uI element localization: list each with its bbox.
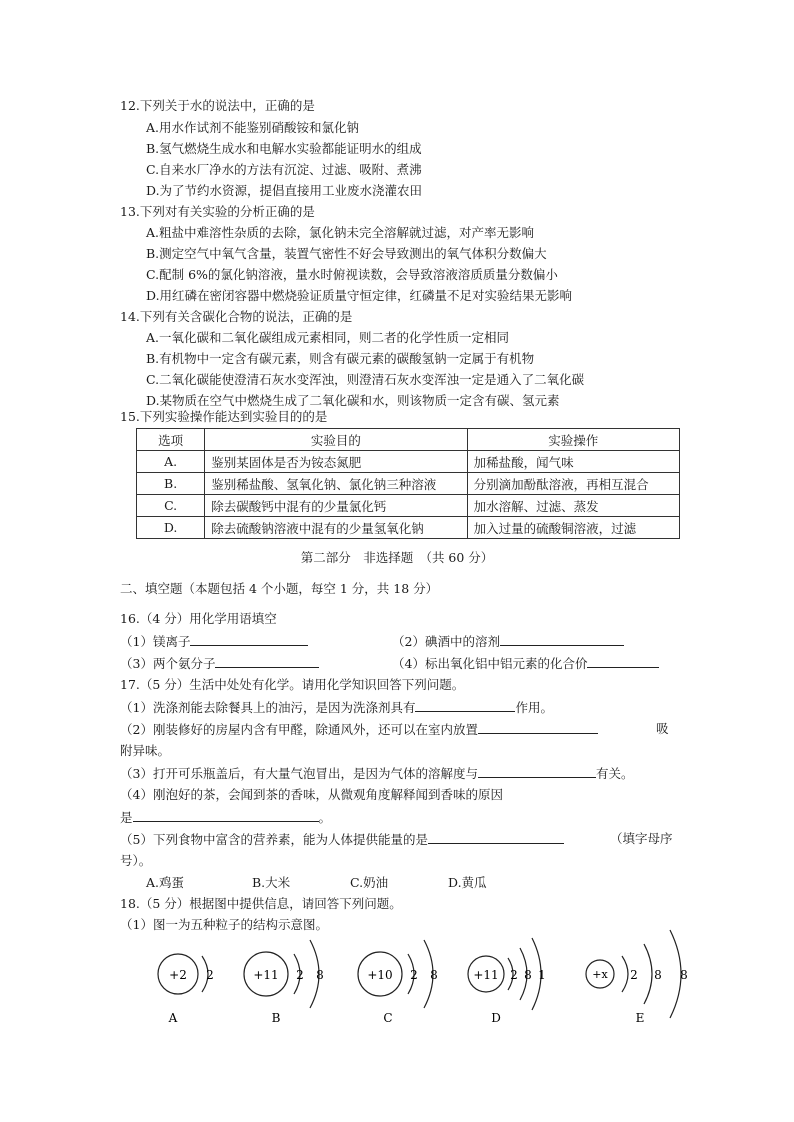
- q17-text: 作用。: [515, 700, 553, 715]
- answer-blank[interactable]: [478, 765, 596, 778]
- table-row: [137, 473, 680, 495]
- table-row: [137, 495, 680, 517]
- q17-line-5: [120, 831, 564, 848]
- table-cell: 分别滴加酚酞溶液，再相互混合: [467, 473, 679, 495]
- nucleus-charge: +10: [367, 968, 393, 982]
- q12-option-d: D.为了节约水资源，提倡直接用工业废水浇灌农田: [146, 183, 423, 198]
- atom-diagram-e: [586, 930, 688, 1025]
- q17-text: 是: [120, 810, 133, 825]
- q13-stem: 13.下列对有关实验的分析正确的是: [120, 204, 315, 219]
- table-cell: 除去碳酸钙中混有的少量氯化钙: [205, 495, 467, 517]
- table-header-cell: 实验目的: [205, 429, 467, 451]
- q12-stem: 12.下列关于水的说法中，正确的是: [120, 98, 315, 113]
- q17-line-5-cont: 号）。: [120, 853, 152, 868]
- part2-title: 第二部分 非选择题 （共 60 分）: [300, 550, 494, 565]
- q16-item-4-label: （4）标出氧化铝中铝元素的化合价: [392, 656, 588, 671]
- q16-item-4: [392, 655, 659, 672]
- q12-option-c: C.自来水厂净水的方法有沉淀、过滤、吸附、煮沸: [146, 162, 422, 177]
- table-row: [137, 451, 680, 473]
- atom-label: E: [635, 1011, 645, 1025]
- q13-option-d: D.用红磷在密闭容器中燃烧验证质量守恒定律，红磷量不足对实验结果无影响: [146, 288, 573, 303]
- q16-item-3: [120, 655, 319, 672]
- table-cell: 加稀盐酸，闻气味: [467, 451, 679, 473]
- q17-choice-c: C.奶油: [350, 875, 389, 890]
- q12-option-b: B.氢气燃烧生成水和电解水实验都能证明水的组成: [146, 141, 422, 156]
- q17-line-5-end: （填字母序: [610, 831, 673, 846]
- section2-title: 二、填空题（本题包括 4 个小题，每空 1 分，共 18 分）: [120, 581, 439, 596]
- atom-diagram-b: [244, 940, 324, 1025]
- q14-stem: 14.下列有关含碳化合物的说法，正确的是: [120, 309, 353, 324]
- q17-text: 有关。: [595, 766, 634, 781]
- q17-choice-b: B.大米: [252, 875, 291, 890]
- q17-line-1: [120, 699, 553, 716]
- q16-item-1: [120, 633, 308, 650]
- table-header-cell: 选项: [137, 429, 205, 451]
- q17-choice-d: D.黄瓜: [448, 875, 487, 890]
- atom-diagram-a: [158, 954, 214, 1025]
- shell-electrons: 8: [430, 968, 438, 982]
- shell-electrons: 8: [524, 968, 532, 982]
- q17-text: （1）洗涤剂能去除餐具上的油污，是因为洗涤剂具有: [120, 700, 416, 715]
- q17-line-4-cont: [120, 809, 331, 826]
- answer-blank[interactable]: [415, 699, 515, 712]
- nucleus-charge: +11: [253, 968, 279, 982]
- electron-shell-arc: [644, 944, 652, 1004]
- atom-label: A: [168, 1011, 178, 1025]
- q12-option-a: A.用水作试剂不能鉴别硝酸铵和氯化钠: [146, 120, 360, 135]
- table-row: [137, 517, 680, 539]
- table-header-cell: 实验操作: [467, 429, 679, 451]
- answer-blank[interactable]: [215, 655, 319, 668]
- shell-electrons: 8: [680, 968, 688, 982]
- table-cell: 加水溶解、过滤、蒸发: [467, 495, 679, 517]
- answer-blank[interactable]: [500, 633, 624, 646]
- atom-diagram-c: [358, 940, 438, 1025]
- shell-electrons: 2: [296, 968, 304, 982]
- atom-label: C: [383, 1011, 393, 1025]
- table-header-row: [137, 429, 680, 451]
- q17-text: （5）下列食物中富含的营养素，能为人体提供能量的是: [120, 832, 428, 847]
- q17-line-4: （4）刚泡好的茶，会闻到茶的香味，从微观角度解释闻到香味的原因: [120, 787, 503, 802]
- atom-label: D: [491, 1011, 501, 1025]
- atom-diagram-d: [468, 938, 546, 1025]
- q14-option-a: A.一氧化碳和二氧化碳组成元素相同，则二者的化学性质一定相同: [146, 330, 510, 345]
- shell-electrons: 8: [316, 968, 324, 982]
- nucleus-charge: +2: [169, 968, 187, 982]
- answer-blank[interactable]: [190, 633, 308, 646]
- answer-blank[interactable]: [587, 655, 659, 668]
- table-cell: 鉴别某固体是否为铵态氮肥: [205, 451, 467, 473]
- q14-option-d: D.某物质在空气中燃烧生成了二氧化碳和水，则该物质一定含有碳、氢元素: [146, 393, 560, 408]
- shell-electrons: 2: [630, 968, 638, 982]
- q13-option-a: A.粗盐中难溶性杂质的去除，氯化钠未完全溶解就过滤，对产率无影响: [146, 225, 535, 240]
- q16-stem: 16.（4 分）用化学用语填空: [120, 611, 277, 626]
- q17-line-2: [120, 721, 598, 738]
- q14-option-b: B.有机物中一定含有碳元素，则含有碳元素的碳酸氢钠一定属于有机物: [146, 351, 535, 366]
- electron-shell-arc: [622, 956, 628, 992]
- atom-structure-diagrams: [140, 918, 700, 1038]
- table-cell: 除去硫酸钠溶液中混有的少量氢氧化钠: [205, 517, 467, 539]
- q17-text: 。: [318, 810, 332, 825]
- q17-text: （3）打开可乐瓶盖后，有大量气泡冒出，是因为气体的溶解度与: [120, 766, 478, 781]
- shell-electrons: 8: [654, 968, 662, 982]
- q17-stem: 17.（5 分）生活中处处有化学。请用化学知识回答下列问题。: [120, 677, 465, 692]
- q16-item-3-label: （3）两个氨分子: [120, 656, 216, 671]
- q18-sub1: （1）图一为五种粒子的结构示意图。: [120, 917, 328, 932]
- q15-table: [136, 428, 680, 539]
- shell-electrons: 2: [410, 968, 418, 982]
- q16-item-1-label: （1）镁离子: [120, 634, 191, 649]
- q14-option-c: C.二氧化碳能使澄清石灰水变浑浊，则澄清石灰水变浑浊一定是通入了二氧化碳: [146, 372, 585, 387]
- q18-stem: 18.（5 分）根据图中提供信息，请回答下列问题。: [120, 896, 402, 911]
- q15-stem: 15.下列实验操作能达到实验目的的是: [120, 409, 328, 424]
- table-cell: B.: [137, 473, 205, 495]
- q17-line-3: [120, 765, 633, 782]
- table-cell: D.: [137, 517, 205, 539]
- table-cell: C.: [137, 495, 205, 517]
- shell-electrons: 2: [510, 968, 518, 982]
- table-cell: 鉴别稀盐酸、氢氧化钠、氯化钠三种溶液: [205, 473, 467, 495]
- atom-label: B: [271, 1011, 281, 1025]
- q13-option-c: C.配制 6%的氯化钠溶液，量水时俯视读数，会导致溶液溶质质量分数偏小: [146, 267, 558, 282]
- shell-electrons: 2: [206, 968, 214, 982]
- q16-item-2: [392, 633, 624, 650]
- shell-electrons: 1: [538, 968, 546, 982]
- answer-blank[interactable]: [133, 809, 319, 822]
- answer-blank[interactable]: [428, 831, 564, 844]
- answer-blank[interactable]: [478, 721, 598, 734]
- q17-text: （2）刚装修好的房屋内含有甲醛，除通风外，还可以在室内放置: [120, 722, 478, 737]
- nucleus-charge: +11: [473, 968, 499, 982]
- nucleus-charge: +x: [592, 968, 608, 981]
- q17-line-2-cont: 附异味。: [120, 743, 171, 758]
- q13-option-b: B.测定空气中氧气含量，装置气密性不好会导致测出的氧气体积分数偏大: [146, 246, 547, 261]
- q16-item-2-label: （2）碘酒中的溶剂: [392, 634, 500, 649]
- table-cell: 加入过量的硫酸铜溶液，过滤: [467, 517, 679, 539]
- q17-choice-a: A.鸡蛋: [146, 875, 185, 890]
- q17-line-2-end: 吸: [656, 721, 669, 736]
- table-cell: A.: [137, 451, 205, 473]
